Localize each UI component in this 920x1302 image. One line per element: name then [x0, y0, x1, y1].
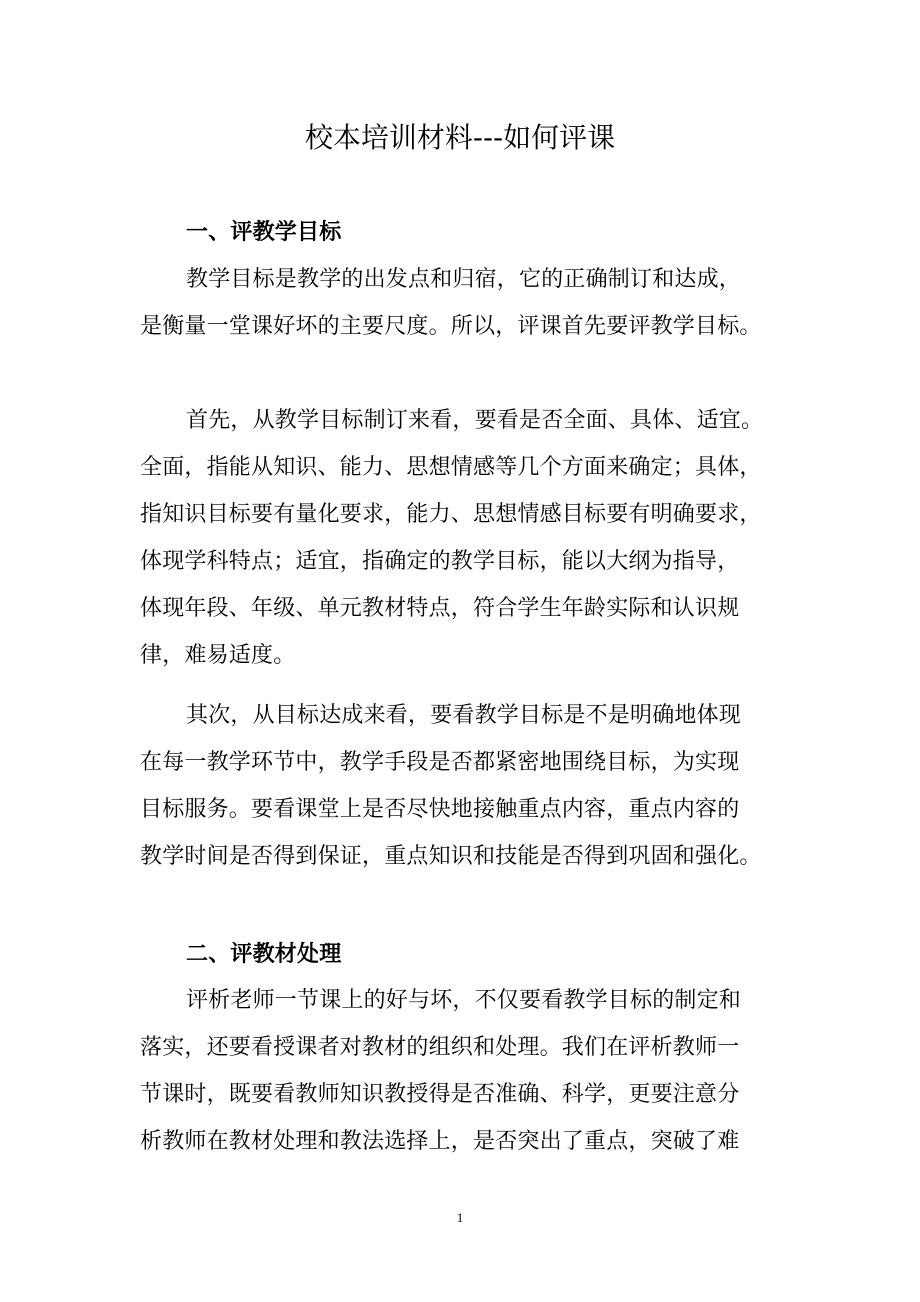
paragraph-line: 目标服务。要看课堂上是否尽快地接触重点内容，重点内容的 — [140, 797, 740, 822]
paragraph-line: 节课时，既要看教师知识教授得是否准确、科学，更要注意分 — [140, 1082, 740, 1107]
paragraph-line: 指知识目标要有量化要求，能力、思想情感目标要有明确要求， — [140, 502, 762, 527]
paragraph-line: 其次，从目标达成来看，要看教学目标是不是明确地体现 — [186, 703, 742, 728]
document-title: 校本培训材料---如何评课 — [304, 121, 616, 154]
paragraph-line: 体现年段、年级、单元教材特点，符合学生年龄实际和认识规 — [140, 596, 740, 621]
paragraph-line: 体现学科特点；适宜，指确定的教学目标，能以大纲为指导， — [140, 549, 740, 574]
paragraph-line: 在每一教学环节中，教学手段是否都紧密地围绕目标，为实现 — [140, 750, 740, 775]
page-number: 1 — [456, 1210, 464, 1225]
paragraph-line: 评析老师一节课上的好与坏，不仅要看教学目标的制定和 — [186, 988, 742, 1013]
paragraph-line: 教学目标是教学的出发点和归宿，它的正确制订和达成， — [186, 267, 742, 292]
paragraph-line: 落实，还要看授课者对教材的组织和处理。我们在评析教师一 — [140, 1035, 740, 1060]
section-heading: 二、评教材处理 — [186, 942, 342, 967]
paragraph-line: 全面，指能从知识、能力、思想情感等几个方面来确定；具体， — [140, 455, 762, 480]
paragraph-line: 教学时间是否得到保证，重点知识和技能是否得到巩固和强化。 — [140, 844, 762, 869]
section-heading: 一、评教学目标 — [186, 220, 342, 245]
paragraph-line: 析教师在教材处理和教法选择上，是否突出了重点，突破了难 — [140, 1129, 740, 1154]
paragraph-line: 是衡量一堂课好坏的主要尺度。所以，评课首先要评教学目标。 — [140, 314, 762, 339]
paragraph-line: 首先，从教学目标制订来看，要看是否全面、具体、适宜。 — [186, 408, 764, 433]
paragraph-line: 律，难易适度。 — [140, 643, 296, 668]
